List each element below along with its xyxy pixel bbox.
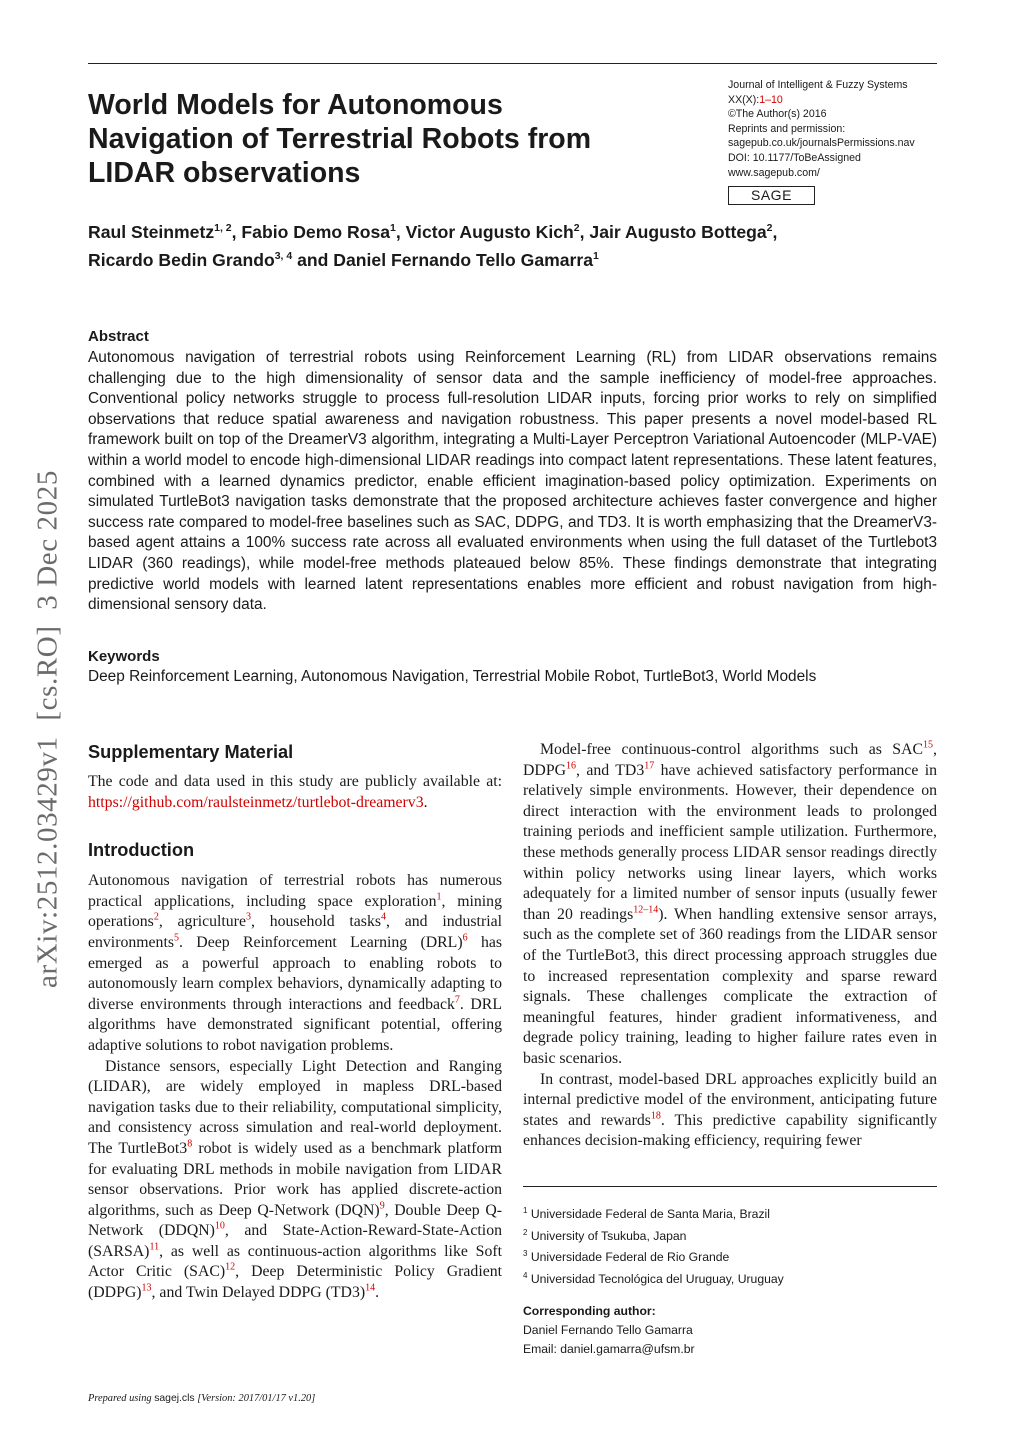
citation-link[interactable]: 8 — [187, 1138, 193, 1150]
intro-paragraph-1: Autonomous navigation of terrestrial robots has numerous practical applications, including space exploration$^1$, mining operations$^2$, agriculture$^3$, household tasks$^4$, and industrial environments$^5$. Deep Reinforcement Learning (DRL)$^6$ has emerged as a powerful approach to enabling robots to autonomously learn complex behaviors, dynamically adapting to diverse environments through interactions and feedback$^7$. DRL algorithms have demonstrated significant potential, offering adaptive solutions to robot navigation problems. — [88, 872, 502, 1054]
citation-link[interactable]: 4 — [381, 912, 387, 924]
author-name: Victor Augusto Kich — [405, 221, 574, 242]
sage-logo: SAGE — [728, 186, 815, 205]
citation-link[interactable]: 12 — [225, 1262, 236, 1274]
arxiv-identifier — [18, 434, 78, 1024]
corresponding-name: Daniel Fernando Tello Gamarra — [523, 1323, 693, 1337]
page-range-link[interactable]: 1–10 — [759, 93, 783, 106]
affiliations — [523, 1202, 937, 1288]
class-file-name: sagej.cls — [154, 1393, 195, 1404]
citation-link[interactable]: 14 — [365, 1282, 376, 1294]
citation-link[interactable]: 15 — [923, 739, 934, 751]
affiliation-item: $^2$ University of Tsukuba, Japan — [523, 1227, 687, 1243]
arxiv-identifier-text: arXiv:2512.03429v1 [cs.RO] 3 Dec 2025 — [31, 470, 64, 988]
copyright: ©The Author(s) 2016 — [728, 108, 827, 121]
author-affiliation: 1 — [390, 222, 396, 234]
citation-link[interactable]: 13 — [141, 1282, 152, 1294]
citation-link[interactable]: 18 — [650, 1110, 661, 1122]
author-affiliation: 1, 2 — [214, 222, 232, 234]
paper-title: World Models for Autonomous Navigation of Terrestrial Robots from LIDAR observations — [88, 89, 592, 189]
author-affiliation: 1 — [593, 249, 599, 262]
citation-link[interactable]: 10 — [214, 1221, 225, 1233]
keywords-text: Deep Reinforcement Learning, Autonomous Navigation, Terrestrial Mobile Robot, TurtleBot3, World Models — [88, 668, 817, 685]
supplementary-heading: Supplementary Material — [88, 742, 294, 762]
citation-link[interactable]: 17 — [644, 760, 655, 772]
journal-volume: XX(X):1–10 — [728, 93, 783, 106]
citation-link[interactable]: 1 — [436, 891, 442, 903]
corresponding-author — [523, 1302, 937, 1359]
prepared-using-footer: Prepared using sagej.cls [Version: 2017/01/17 v1.20] — [88, 1393, 316, 1404]
journal-info — [728, 78, 948, 205]
citation-link[interactable]: 5 — [174, 932, 179, 944]
author-name: Ricardo Bedin Grando — [88, 249, 275, 270]
top-rule — [88, 63, 937, 64]
citation-link[interactable]: 11 — [149, 1241, 160, 1253]
github-link[interactable]: https://github.com/raulsteinmetz/turtlebot-dreamerv3 — [88, 793, 424, 811]
affiliation-item: $^3$ Universidade Federal de Rio Grande — [523, 1249, 730, 1265]
author-name: Daniel Fernando Tello Gamarra — [333, 249, 594, 270]
author-affiliation: 2 — [766, 222, 773, 234]
author-affiliation: 2 — [573, 222, 580, 234]
reprints-url: sagepub.co.uk/journalsPermissions.nav — [728, 137, 915, 150]
citation-link[interactable]: 16 — [566, 760, 577, 772]
left-column — [88, 740, 502, 1304]
author-name: Fabio Demo Rosa — [241, 221, 391, 242]
abstract-heading: Abstract — [88, 328, 149, 345]
abstract-text: Autonomous navigation of terrestrial robots using Reinforcement Learning (RL) from LIDAR observations remains challenging due to the high dimensionality of sensor data and the sample inefficiency of model-free approaches. Conventional policy networks struggle to process full-resolution LIDAR inputs, forcing prior works to rely on simplified observations that reduce spatial awareness and navigation robustness. This paper presents a novel model-based RL framework built on top of the DreamerV3 algorithm, integrating a Multi-Layer Perceptron Variational Autoencoder (MLP-VAE) within a world model to encode high-dimensional LIDAR readings into compact latent representations. These latent features, combined with a learned dynamics predictor, enable efficient imagination-based policy optimization. Experiments on simulated TurtleBot3 navigation tasks demonstrate that the proposed architecture achieves faster convergence and higher success rate compared to model-free baselines such as SAC, DDPG, and TD3. It is worth emphasizing that the DreamerV3-based agent attains a 100% success rate across all evaluated environments when using the full dataset of the Turtlebot3 LIDAR (360 readings), while model-free methods plateaued below 85%. These findings demonstrate that integrating predictive world models with learned latent representations enables more efficient and robust navigation from high-dimensional sensory data. — [88, 349, 937, 614]
citation-link[interactable]: 2 — [153, 912, 159, 924]
website: www.sagepub.com/ — [728, 166, 820, 179]
journal-name: Journal of Intelligent & Fuzzy Systems — [728, 79, 908, 91]
reprints-label: Reprints and permission: — [728, 122, 846, 135]
author-name: Raul Steinmetz — [88, 221, 215, 242]
intro-paragraph-4: In contrast, model-based DRL approaches explicitly build an internal predictive model of the environment, anticipating future states and rewards$^{18}$. This predictive capability significantly enhances decision-making efficiency, requiring fewer — [523, 1070, 937, 1150]
corresponding-email: Email: daniel.gamarra@ufsm.br — [523, 1342, 695, 1356]
footnote-rule — [523, 1186, 937, 1187]
corresponding-label: Corresponding author: — [523, 1304, 656, 1318]
citation-link[interactable]: 7 — [454, 994, 460, 1006]
introduction-heading: Introduction — [88, 840, 195, 861]
author-affiliation: 3, 4 — [274, 249, 293, 262]
affiliation-item: $^4$ Universidad Tecnológica del Uruguay, Uruguay — [523, 1270, 784, 1286]
citation-link[interactable]: 6 — [462, 932, 468, 944]
intro-paragraph-3: Model-free continuous-control algorithms such as SAC$^{15}$, DDPG$^{16}$, and TD3$^{17}$ have achieved satisfactory performance in relatively simple environments. However, their dependence on direct interaction with the environment leads to prolonged training periods and inefficient sample utilization. Furthermore, these methods generally process LIDAR sensor readings directly within policy networks using linear layers, which works adequately for a limited number of sensor inputs (usually fewer than 20 readings$^{12-14}$). When handling extensive sensor arrays, such as the complete set of 360 readings from the LIDAR sensor of the TurtleBot3, this direct processing approach struggles due to increased representation complexity and sparse reward signals. These challenges complicate the extraction of meaningful features, hinder gradient informativeness, and degrade policy training, leading to higher failure rates even in basic scenarios. — [523, 739, 938, 1067]
affiliation-item: $^1$ Universidade Federal de Santa Maria, Brazil — [523, 1206, 770, 1222]
author-list: Raul Steinmetz$^{1, 2}$, Fabio Demo Rosa$^1$, Victor Augusto Kich$^2$, Jair Augusto Bottega$^2$, Ricardo Bedin Grando$^{3, 4}$ and Daniel Fernando Tello Gamarra$^1$ — [88, 221, 778, 270]
keywords-heading: Keywords — [88, 648, 160, 665]
citation-link[interactable]: 12–14 — [633, 904, 659, 916]
intro-paragraph-2: Distance sensors, especially Light Detection and Ranging (LIDAR), are widely employed in mapless DRL-based navigation tasks due to their reliability, computational simplicity, and consistency across simulation and real-world deployment. The TurtleBot3$^8$ robot is widely used as a benchmark platform for evaluating DRL methods in mobile navigation from LIDAR sensor observations. Prior work has applied discrete-action algorithms, such as Deep Q-Network (DQN)$^9$, Double Deep Q-Network (DDQN)$^{10}$, and State-Action-Reward-State-Action (SARSA)$^{11}$, as well as continuous-action algorithms like Soft Actor Critic (SAC)$^{12}$, Deep Deterministic Policy Gradient (DDPG)$^{13}$, and Twin Delayed DDPG (TD3)$^{14}$. — [88, 1057, 503, 1302]
right-column — [523, 740, 937, 1152]
citation-link[interactable]: 9 — [379, 1200, 385, 1212]
author-name: Jair Augusto Bottega — [589, 221, 767, 242]
doi: DOI: 10.1177/ToBeAssigned — [728, 151, 861, 164]
supplementary-text: The code and data used in this study are publicly available at: https://github.com/raulsteinmetz/turtlebot-dreamerv3. — [88, 773, 502, 811]
citation-link[interactable]: 3 — [245, 912, 251, 924]
